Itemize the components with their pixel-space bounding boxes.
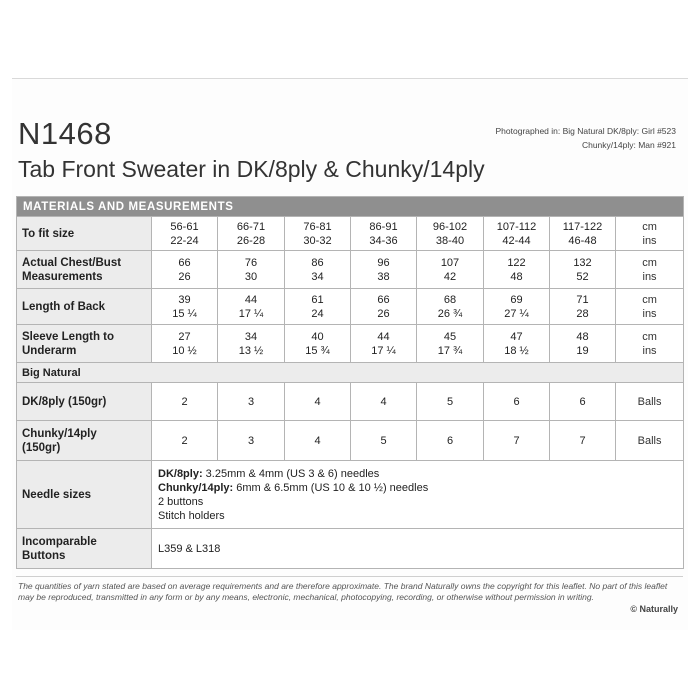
table-cell: 5 [351,421,417,461]
yarn-header: Big Natural [17,363,684,383]
row-label: Chunky/14ply (150gr) [17,421,152,461]
table-cell: 7 [550,421,616,461]
section-header-row [17,197,684,217]
table-cell: 4 [285,421,351,461]
yarn-header-row [17,363,684,383]
unit-cell: cm ins [616,325,684,363]
unit-cell: Balls [616,383,684,421]
table-cell: 5 [417,383,484,421]
table-cell: 76-81 30-32 [285,217,351,251]
table-cell: 66 26 [351,289,417,325]
table-cell: 6 [484,383,550,421]
table-cell: 48 19 [550,325,616,363]
stitch-holders: Stitch holders [158,509,225,522]
row-label: Sleeve Length to Underarm [17,325,152,363]
table-cell: 132 52 [550,251,616,289]
footer-divider [16,576,683,577]
buttons-row [17,529,684,569]
table-cell: 68 26 ¾ [417,289,484,325]
section-title: MATERIALS AND MEASUREMENTS [17,197,684,217]
table-row [17,217,684,251]
table-cell: 3 [218,383,285,421]
table-row [17,289,684,325]
table-cell: 6 [417,421,484,461]
table-cell: 3 [218,421,285,461]
table-row [17,251,684,289]
table-cell: 27 10 ½ [152,325,218,363]
needle-dk-line: DK/8ply: 3.25mm & 4mm (US 3 & 6) needles [158,467,380,480]
table-cell: 2 [152,421,218,461]
table-cell: 66 26 [152,251,218,289]
table-cell: 39 15 ¼ [152,289,218,325]
table-cell: 44 17 ¼ [351,325,417,363]
table-cell: 122 48 [484,251,550,289]
row-label: To fit size [17,217,152,251]
row-label: DK/8ply (150gr) [17,383,152,421]
needle-chunky-line: Chunky/14ply: 6mm & 6.5mm (US 10 & 10 ½) needles [158,481,429,494]
table-cell: 45 17 ¾ [417,325,484,363]
unit-cell: Balls [616,421,684,461]
needle-details [152,461,684,529]
table-cell: 71 28 [550,289,616,325]
row-label: Needle sizes [17,461,152,529]
buttons-count: 2 buttons [158,495,204,508]
table-row [17,383,684,421]
table-cell: 96 38 [351,251,417,289]
table-cell: 6 [550,383,616,421]
table-cell: 4 [285,383,351,421]
unit-cell: cm ins [616,289,684,325]
pattern-code: N1468 [18,116,112,151]
table-row [17,421,684,461]
row-label: Actual Chest/Bust Measurements [17,251,152,289]
copyright-disclaimer: The quantities of yarn stated are based on average requirements and are therefore approximate. The brand Naturally owns the copyright for this leaflet. No part of this leaflet may be reproduced, transmitted in any form or by any means, electronic, mechanical, photocopying, recording, or otherwise without permission in writing. [18,581,668,603]
table-cell: 66-71 26-28 [218,217,285,251]
button-codes: L359 & L318 [152,529,684,569]
table-row [17,325,684,363]
table-cell: 61 24 [285,289,351,325]
table-cell: 44 17 ¼ [218,289,285,325]
table-cell: 40 15 ¾ [285,325,351,363]
pattern-leaflet [12,78,688,630]
table-cell: 34 13 ½ [218,325,285,363]
table-cell: 107 42 [417,251,484,289]
row-label: Incomparable Buttons [17,529,152,569]
needle-sizes-row [17,461,684,529]
table-cell: 47 18 ½ [484,325,550,363]
photo-credit-line-2: Chunky/14ply: Man #921 [581,140,676,150]
copyright-notice: © Naturally [630,604,678,614]
materials-table [16,196,684,569]
table-cell: 96-102 38-40 [417,217,484,251]
photo-credit-line-1: Photographed in: Big Natural DK/8ply: Girl #523 [495,126,676,136]
row-label: Length of Back [17,289,152,325]
table-cell: 7 [484,421,550,461]
table-cell: 4 [351,383,417,421]
top-divider [12,78,688,79]
table-cell: 107-112 42-44 [484,217,550,251]
table-cell: 86 34 [285,251,351,289]
unit-cell: cm ins [616,251,684,289]
table-cell: 2 [152,383,218,421]
unit-cell: cm ins [616,217,684,251]
table-cell: 117-122 46-48 [550,217,616,251]
pattern-title: Tab Front Sweater in DK/8ply & Chunky/14ply [18,156,485,182]
table-cell: 76 30 [218,251,285,289]
table-cell: 86-91 34-36 [351,217,417,251]
photo-credit [496,124,677,152]
table-cell: 69 27 ¼ [484,289,550,325]
table-cell: 56-61 22-24 [152,217,218,251]
